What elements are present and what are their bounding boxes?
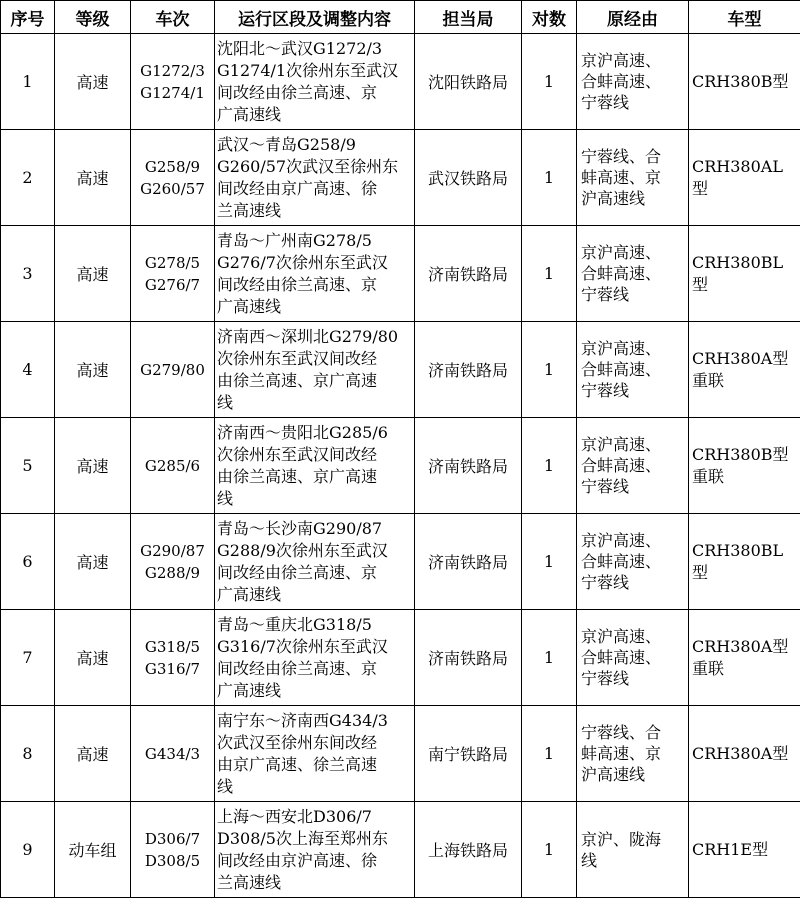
- cell-route: [577, 514, 689, 610]
- cell-route-line: 京沪、陇海: [581, 829, 662, 849]
- cell-grade: 动车组: [55, 802, 131, 898]
- cell-content-line: G288/9次徐州东至武汉: [217, 540, 388, 560]
- cell-content-line: 广高速线: [217, 296, 282, 316]
- cell-route-line: 合蚌高速、: [581, 72, 662, 91]
- cell-content: [215, 130, 415, 226]
- table-row: [1, 130, 800, 226]
- cell-route-line: 合蚌高速、: [581, 456, 662, 475]
- cell-model: [689, 514, 800, 610]
- cell-train-line: G285/6: [144, 456, 201, 475]
- cell-no: 3: [1, 226, 55, 322]
- cell-pairs: 1: [522, 418, 577, 514]
- cell-no: 9: [1, 802, 55, 898]
- cell-model: [689, 418, 800, 514]
- cell-bureau: 济南铁路局: [415, 610, 522, 706]
- cell-route-line: 京沪高速、: [581, 243, 662, 262]
- cell-no: 8: [1, 706, 55, 802]
- cell-content-line: 广高速线: [217, 584, 282, 604]
- cell-route-line: 线: [581, 850, 598, 870]
- cell-pairs: 1: [522, 322, 577, 418]
- table-row: [1, 706, 800, 802]
- cell-route-line: 京沪高速、: [581, 627, 662, 646]
- cell-route-line: 宁蓉线、合: [581, 147, 662, 166]
- cell-bureau: 济南铁路局: [415, 514, 522, 610]
- cell-bureau: 济南铁路局: [415, 322, 522, 418]
- cell-train-line: G258/9: [144, 157, 201, 176]
- cell-train-line: D308/5: [144, 851, 201, 870]
- cell-model-line: 重联: [692, 466, 725, 486]
- cell-train-line: G1272/3: [140, 61, 205, 80]
- table-row: [1, 514, 800, 610]
- cell-route-line: 蚌高速、京: [581, 168, 662, 187]
- cell-train: [131, 706, 215, 802]
- cell-train: [131, 130, 215, 226]
- header-model: 车型: [689, 1, 800, 34]
- cell-content: [215, 514, 415, 610]
- header-grade: 等级: [55, 1, 131, 34]
- cell-content-line: 兰高速线: [217, 200, 282, 220]
- cell-content-line: G316/7次徐州东至武汉: [217, 636, 388, 656]
- cell-pairs: 1: [522, 226, 577, 322]
- cell-content-line: 青岛～广州南G278/5: [217, 230, 372, 250]
- cell-content-line: 线: [217, 488, 234, 508]
- cell-train: [131, 418, 215, 514]
- cell-grade: 高速: [55, 226, 131, 322]
- table-body: [1, 34, 800, 898]
- cell-content: [215, 226, 415, 322]
- cell-content-line: 间改经由徐兰高速、京: [217, 274, 378, 294]
- cell-train: [131, 514, 215, 610]
- cell-route-line: 京沪高速、: [581, 435, 662, 454]
- cell-train: [131, 226, 215, 322]
- cell-model-line: 型: [692, 178, 709, 198]
- cell-route-line: 合蚌高速、: [581, 648, 662, 667]
- cell-pairs: 1: [522, 34, 577, 130]
- cell-model-line: CRH380AL: [692, 156, 783, 176]
- cell-route-line: 宁蓉线、合: [581, 723, 662, 742]
- cell-route-line: 京沪高速、: [581, 531, 662, 550]
- cell-route: [577, 34, 689, 130]
- cell-grade: 高速: [55, 418, 131, 514]
- cell-model: [689, 34, 800, 130]
- cell-model: [689, 706, 800, 802]
- cell-pairs: 1: [522, 130, 577, 226]
- cell-model-line: 型: [692, 274, 709, 294]
- table-row: [1, 226, 800, 322]
- cell-no: 2: [1, 130, 55, 226]
- cell-train: [131, 34, 215, 130]
- cell-content-line: 由徐兰高速、京广高速: [217, 370, 378, 390]
- cell-content: [215, 418, 415, 514]
- cell-content-line: G260/57次武汉至徐州东: [217, 156, 399, 176]
- cell-content-line: 间改经由徐兰高速、京: [217, 562, 378, 582]
- cell-model-line: CRH380A型: [692, 743, 789, 763]
- cell-content-line: 广高速线: [217, 680, 282, 700]
- cell-model-line: 重联: [692, 658, 725, 678]
- cell-route-line: 京沪高速、: [581, 51, 662, 70]
- cell-no: 7: [1, 610, 55, 706]
- header-no: 序号: [1, 1, 55, 34]
- table-row: [1, 802, 800, 898]
- table-row: [1, 610, 800, 706]
- cell-content-line: 济南西～贵阳北G285/6: [217, 422, 388, 442]
- cell-bureau: 济南铁路局: [415, 418, 522, 514]
- cell-route-line: 宁蓉线: [581, 285, 630, 304]
- header-row: [1, 1, 800, 34]
- cell-train-line: G279/80: [140, 360, 205, 379]
- cell-content: [215, 610, 415, 706]
- header-route: 原经由: [577, 1, 689, 34]
- cell-route-line: 宁蓉线: [581, 381, 630, 400]
- cell-content-line: 兰高速线: [217, 872, 282, 892]
- cell-train: [131, 610, 215, 706]
- cell-content: [215, 706, 415, 802]
- cell-content-line: 间改经由徐兰高速、京: [217, 658, 378, 678]
- cell-pairs: 1: [522, 514, 577, 610]
- cell-route-line: 沪高速线: [581, 189, 646, 208]
- header-train: 车次: [131, 1, 215, 34]
- cell-bureau: 上海铁路局: [415, 802, 522, 898]
- cell-train-line: D306/7: [144, 829, 201, 848]
- cell-route: [577, 802, 689, 898]
- cell-route: [577, 418, 689, 514]
- cell-content-line: 青岛～长沙南G290/87: [217, 518, 383, 538]
- cell-train-line: G276/7: [144, 275, 201, 294]
- cell-content-line: G276/7次徐州东至武汉: [217, 252, 388, 272]
- cell-route: [577, 706, 689, 802]
- cell-content: [215, 322, 415, 418]
- cell-train: [131, 802, 215, 898]
- cell-content-line: D308/5次上海至郑州东: [217, 828, 388, 848]
- cell-train-line: G434/3: [144, 744, 201, 763]
- cell-train-line: G260/57: [140, 179, 205, 198]
- header-pairs: 对数: [522, 1, 577, 34]
- cell-content-line: 南宁东～济南西G434/3: [217, 710, 388, 730]
- cell-model-line: CRH380A型: [692, 636, 789, 656]
- cell-no: 4: [1, 322, 55, 418]
- cell-grade: 高速: [55, 706, 131, 802]
- cell-bureau: 武汉铁路局: [415, 130, 522, 226]
- cell-model-line: 型: [692, 562, 709, 582]
- cell-content-line: 由京广高速、徐兰高速: [217, 754, 378, 774]
- cell-pairs: 1: [522, 706, 577, 802]
- cell-content-line: 次武汉至徐州东间改经: [217, 732, 378, 752]
- cell-grade: 高速: [55, 514, 131, 610]
- header-content: 运行区段及调整内容: [215, 1, 415, 34]
- cell-content-line: 济南西～深圳北G279/80: [217, 326, 399, 346]
- cell-route-line: 宁蓉线: [581, 93, 630, 112]
- cell-content-line: 由徐兰高速、京广高速: [217, 466, 378, 486]
- cell-no: 6: [1, 514, 55, 610]
- cell-model-line: CRH380B型: [692, 444, 789, 464]
- cell-bureau: 济南铁路局: [415, 226, 522, 322]
- cell-route-line: 宁蓉线: [581, 573, 630, 592]
- cell-content-line: G1274/1次徐州东至武汉: [217, 60, 399, 80]
- cell-train-line: G288/9: [144, 563, 201, 582]
- cell-content-line: 次徐州东至武汉间改经: [217, 444, 378, 464]
- cell-model: [689, 610, 800, 706]
- cell-train-line: G318/5: [144, 637, 201, 656]
- cell-model: [689, 130, 800, 226]
- cell-route-line: 蚌高速、京: [581, 744, 662, 763]
- cell-model: [689, 322, 800, 418]
- cell-route: [577, 322, 689, 418]
- cell-train: [131, 322, 215, 418]
- cell-content-line: 广高速线: [217, 104, 282, 124]
- cell-content: [215, 802, 415, 898]
- cell-content-line: 间改经由京沪高速、徐: [217, 850, 378, 870]
- cell-train-line: G316/7: [144, 659, 201, 678]
- cell-model: [689, 802, 800, 898]
- cell-grade: 高速: [55, 34, 131, 130]
- cell-model-line: CRH1E型: [692, 839, 769, 859]
- cell-model-line: CRH380BL: [692, 252, 784, 272]
- table-row: [1, 418, 800, 514]
- table-row: [1, 34, 800, 130]
- cell-bureau: 沈阳铁路局: [415, 34, 522, 130]
- table-row: [1, 322, 800, 418]
- cell-content-line: 次徐州东至武汉间改经: [217, 348, 378, 368]
- cell-route-line: 宁蓉线: [581, 669, 630, 688]
- cell-content-line: 间改经由京广高速、徐: [217, 178, 378, 198]
- cell-content: [215, 34, 415, 130]
- cell-route-line: 京沪高速、: [581, 339, 662, 358]
- cell-grade: 高速: [55, 610, 131, 706]
- cell-route-line: 合蚌高速、: [581, 360, 662, 379]
- cell-grade: 高速: [55, 130, 131, 226]
- cell-route-line: 合蚌高速、: [581, 264, 662, 283]
- cell-route: [577, 130, 689, 226]
- cell-grade: 高速: [55, 322, 131, 418]
- cell-content-line: 线: [217, 392, 234, 412]
- cell-content-line: 武汉～青岛G258/9: [217, 134, 356, 154]
- cell-content-line: 线: [217, 776, 234, 796]
- cell-pairs: 1: [522, 610, 577, 706]
- cell-bureau: 南宁铁路局: [415, 706, 522, 802]
- cell-route-line: 合蚌高速、: [581, 552, 662, 571]
- cell-train-line: G290/87: [140, 541, 205, 560]
- cell-content-line: 青岛～重庆北G318/5: [217, 614, 372, 634]
- cell-train-line: G1274/1: [140, 83, 205, 102]
- table-header: [1, 1, 800, 34]
- cell-content-line: 沈阳北～武汉G1272/3: [217, 38, 383, 58]
- cell-model: [689, 226, 800, 322]
- cell-route-line: 沪高速线: [581, 765, 646, 784]
- cell-content-line: 上海～西安北D306/7: [217, 806, 372, 826]
- header-bureau: 担当局: [415, 1, 522, 34]
- cell-route: [577, 226, 689, 322]
- cell-model-line: 重联: [692, 370, 725, 390]
- cell-model-line: CRH380A型: [692, 348, 789, 368]
- cell-no: 5: [1, 418, 55, 514]
- cell-content-line: 间改经由徐兰高速、京: [217, 82, 378, 102]
- cell-route-line: 宁蓉线: [581, 477, 630, 496]
- cell-model-line: CRH380BL: [692, 540, 784, 560]
- cell-model-line: CRH380B型: [692, 71, 789, 91]
- cell-train-line: G278/5: [144, 253, 201, 272]
- cell-pairs: 1: [522, 802, 577, 898]
- cell-no: 1: [1, 34, 55, 130]
- cell-route: [577, 610, 689, 706]
